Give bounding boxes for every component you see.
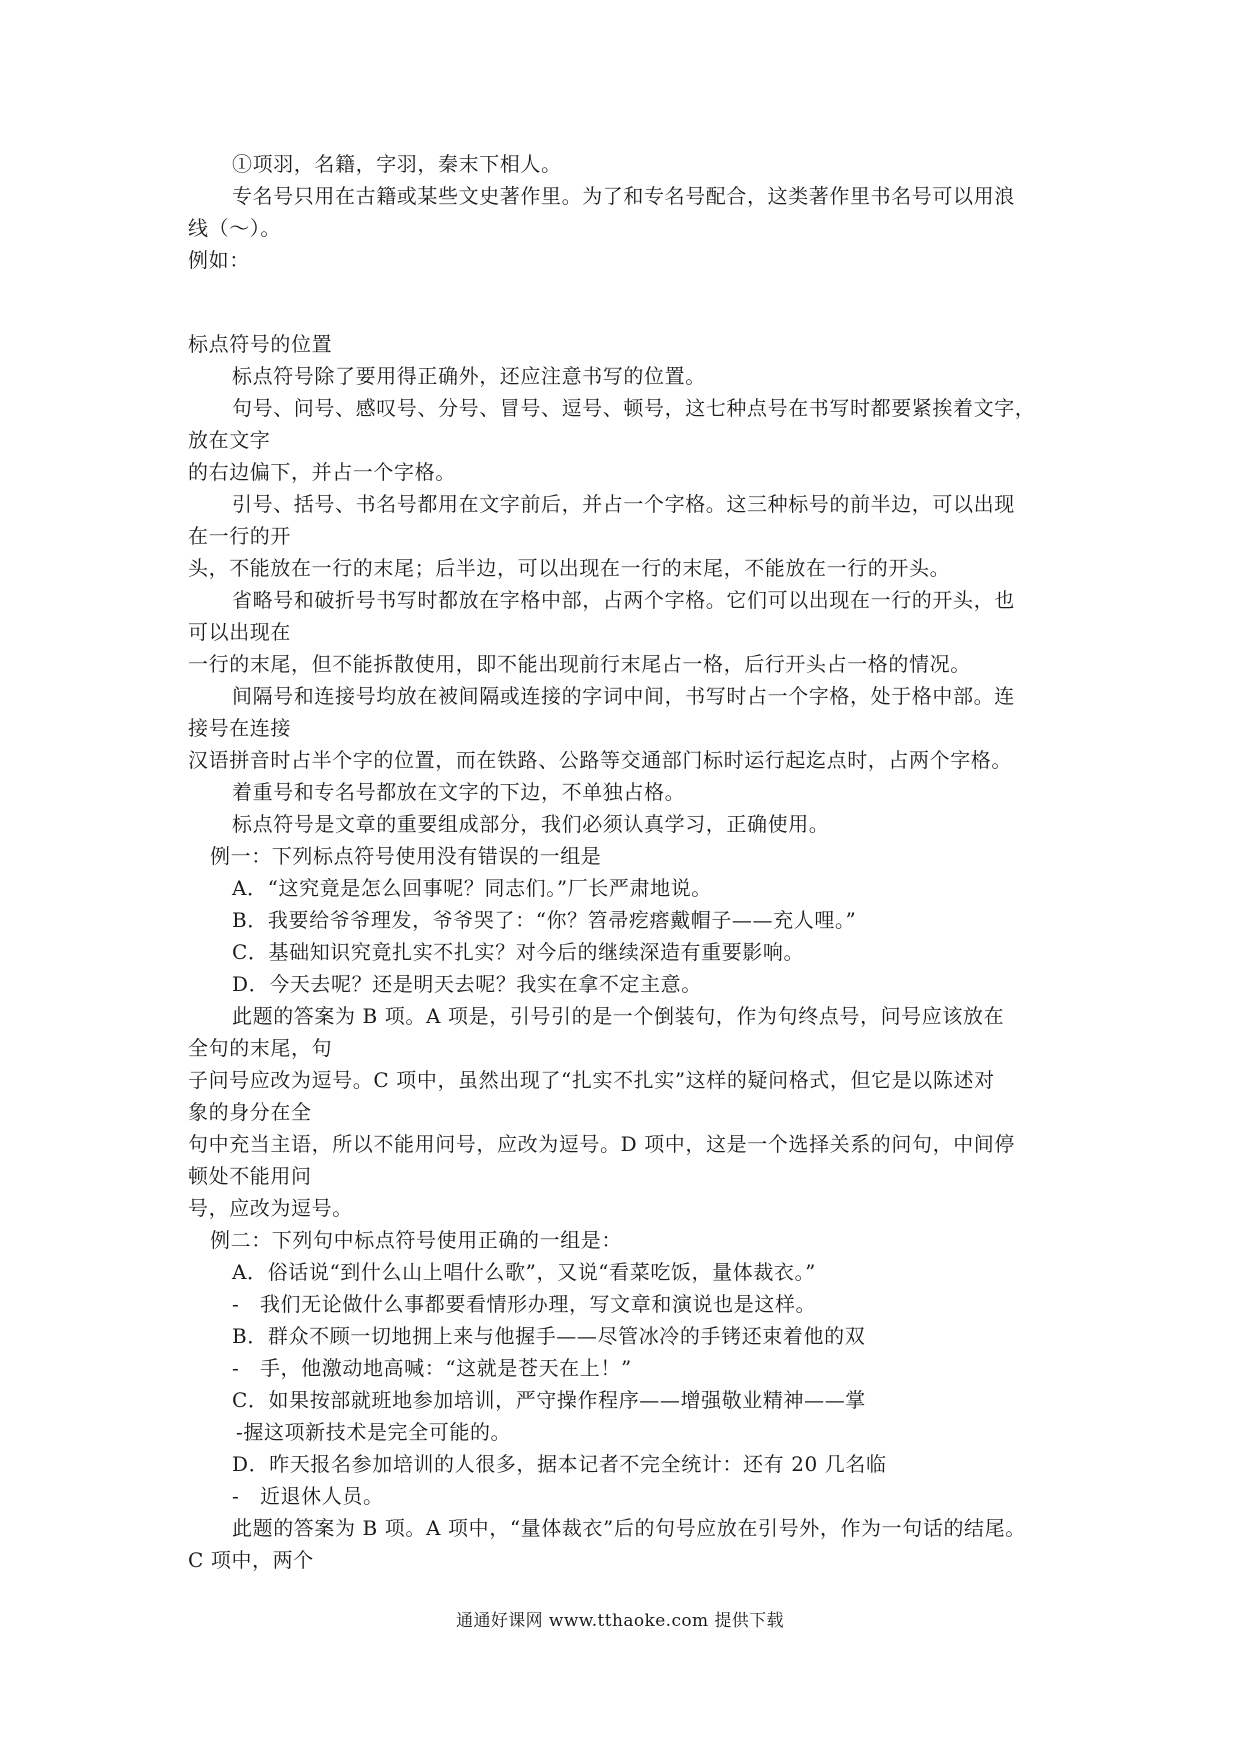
- paragraph-line: 标点符号除了要用得正确外，还应注意书写的位置。: [232, 364, 706, 388]
- option-continuation: - 我们无论做什么事都要看情形办理，写文章和演说也是这样。: [232, 1292, 817, 1316]
- option-continuation: - 手，他激动地高喊：“这就是苍天在上！”: [232, 1356, 632, 1380]
- example-heading: 例一：下列标点符号使用没有错误的一组是: [210, 844, 602, 868]
- option-continuation: -握这项新技术是完全可能的。: [236, 1420, 512, 1444]
- paragraph-line: 着重号和专名号都放在文字的下边，不单独占格。: [232, 780, 686, 804]
- paragraph-line: 象的身分在全: [188, 1100, 312, 1124]
- paragraph-line: 标点符号是文章的重要组成部分，我们必须认真学习，正确使用。: [232, 812, 830, 836]
- paragraph-line: 句中充当主语，所以不能用问号，应改为逗号。D 项中，这是一个选择关系的问句，中间停: [188, 1132, 1015, 1156]
- document-body: [188, 148, 1068, 1576]
- paragraph-line: 间隔号和连接号均放在被间隔或连接的字词中间，书写时占一个字格，处于格中部。连: [232, 684, 1015, 708]
- paragraph-line: 顿处不能用问: [188, 1164, 312, 1188]
- example-heading: 例二：下列句中标点符号使用正确的一组是：: [210, 1228, 622, 1252]
- paragraph-line: 在一行的开: [188, 524, 291, 548]
- paragraph-line: 此题的答案为 B 项。A 项中，“量体裁衣”后的句号应放在引号外，作为一句话的结尾。: [232, 1516, 1026, 1540]
- option-line: D．昨天报名参加培训的人很多，据本记者不完全统计：还有 20 几名临: [232, 1452, 887, 1476]
- option-line: A．俗话说“到什么山上唱什么歌”，又说“看菜吃饭，量体裁衣。”: [232, 1260, 816, 1284]
- section-heading: 标点符号的位置: [188, 332, 333, 356]
- paragraph-line: 可以出现在: [188, 620, 291, 644]
- paragraph-line: 例如：: [188, 248, 250, 272]
- paragraph-line: 一行的末尾，但不能拆散使用，即不能出现前行末尾占一格，后行开头占一格的情况。: [188, 652, 971, 676]
- paragraph-line: 汉语拼音时占半个字的位置，而在铁路、公路等交通部门标时运行起迄点时，占两个字格。: [188, 748, 1012, 772]
- paragraph-line: 此题的答案为 B 项。A 项是，引号引的是一个倒装句，作为句终点号，问号应该放在: [232, 1004, 1005, 1028]
- paragraph-line: 全句的末尾，句: [188, 1036, 333, 1060]
- paragraph-line: 专名号只用在古籍或某些文史著作里。为了和专名号配合，这类著作里书名号可以用浪: [232, 184, 1015, 208]
- footnote-line: ①项羽，名籍，字羽，秦末下相人。: [232, 152, 562, 176]
- paragraph-line: 号，应改为逗号。: [188, 1196, 353, 1220]
- paragraph-line: 线（～）。: [188, 216, 281, 240]
- option-line: C．如果按部就班地参加培训，严守操作程序——增强敬业精神——掌: [232, 1388, 866, 1412]
- option-line: B．群众不顾一切地拥上来与他握手——尽管冰冷的手铐还束着他的双: [232, 1324, 866, 1348]
- paragraph-line: C 项中，两个: [188, 1548, 314, 1572]
- paragraph-line: 放在文字: [188, 428, 271, 452]
- page-footer: 通通好课网 www.tthaoke.com 提供下载: [456, 1611, 784, 1631]
- paragraph-line: 引号、括号、书名号都用在文字前后，并占一个字格。这三种标号的前半边，可以出现: [232, 492, 1015, 516]
- option-line: C．基础知识究竟扎实不扎实？对今后的继续深造有重要影响。: [232, 940, 805, 964]
- blank-gap: [188, 276, 1068, 328]
- option-line: B．我要给爷爷理发，爷爷哭了：“你？笤帚疙瘩戴帽子——充人哩。”: [232, 908, 857, 932]
- paragraph-line: 子问号应改为逗号。C 项中，虽然出现了“扎实不扎实”这样的疑问格式，但它是以陈述对: [188, 1068, 995, 1092]
- option-line: D．今天去呢？还是明天去呢？我实在拿不定主意。: [232, 972, 702, 996]
- paragraph-line: 的右边偏下，并占一个字格。: [188, 460, 456, 484]
- option-line: A．“这究竟是怎么回事呢？同志们。”厂长严肃地说。: [232, 876, 712, 900]
- option-continuation: - 近退休人员。: [232, 1484, 384, 1508]
- paragraph-line: 省略号和破折号书写时都放在字格中部，占两个字格。它们可以出现在一行的开头，也: [232, 588, 1015, 612]
- paragraph-line: 头，不能放在一行的末尾；后半边，可以出现在一行的末尾，不能放在一行的开头。: [188, 556, 951, 580]
- paragraph-line: 接号在连接: [188, 716, 291, 740]
- paragraph-line: 句号、问号、感叹号、分号、冒号、逗号、顿号，这七种点号在书写时都要紧挨着文字，: [232, 396, 1036, 420]
